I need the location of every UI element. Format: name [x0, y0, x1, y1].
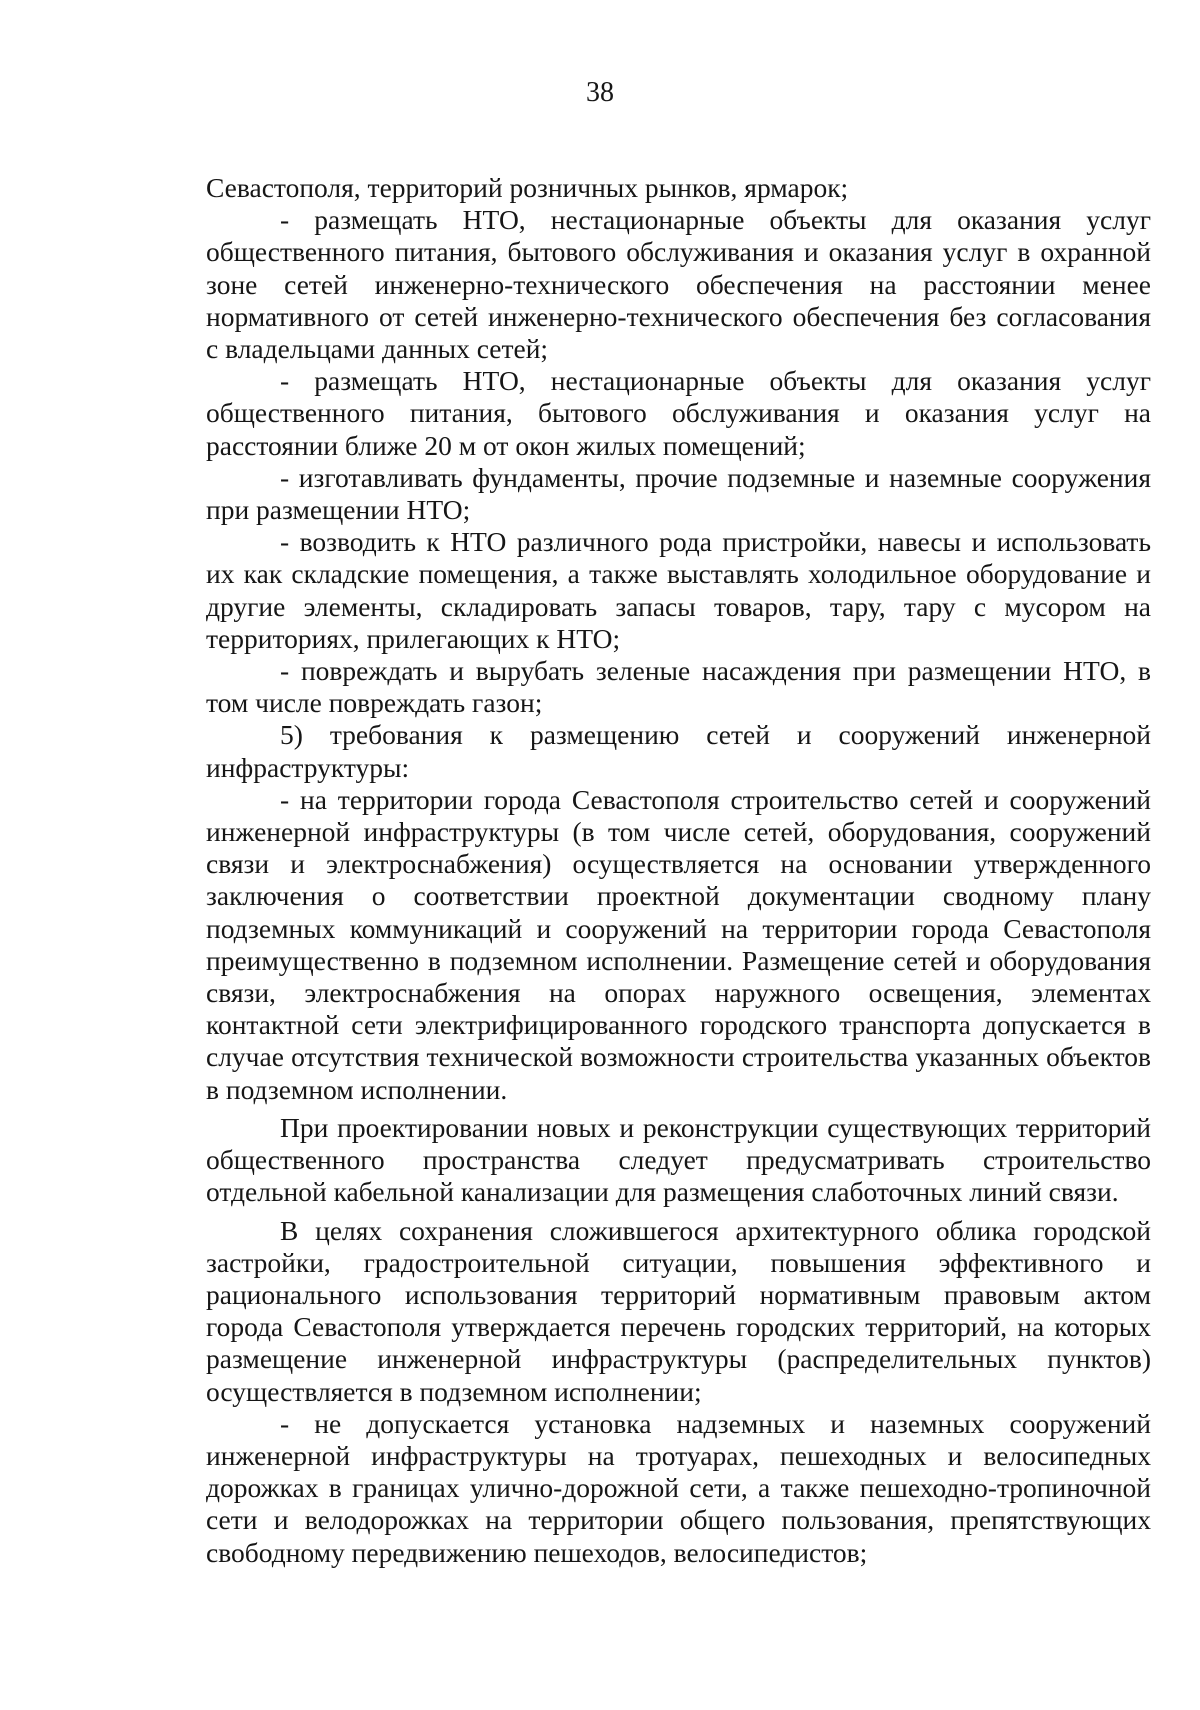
paragraph-6: - повреждать и вырубать зеленые насаждения при размещении НТО, в том числе повреждать газон;: [206, 655, 1151, 719]
page-number: 38: [586, 77, 614, 108]
paragraph-10: В целях сохранения сложившегося архитектурного облика городской застройки, градостроительной ситуации, повышения эффективного и рационального использования территорий нормативным правовым актом города Севастополя утверждается перечень городских территорий, на которых размещение инженерной инфраструктуры (распределительных пунктов) осуществляется в подземном исполнении;: [206, 1214, 1151, 1407]
paragraph-5: - возводить к НТО различного рода пристройки, навесы и использовать их как складские помещения, а также выставлять холодильное оборудование и другие элементы, складировать запасы товаров, тару, тару с мусором на территориях, прилегающих к НТО;: [206, 526, 1151, 654]
paragraph-1: Севастополя, территорий розничных рынков, ярмарок;: [206, 172, 849, 203]
document-body: [206, 172, 1151, 1569]
paragraph-9: При проектировании новых и реконструкции существующих территорий общественного пространства следует предусматривать строительство отдельной кабельной канализации для размещения слаботочных линий связи.: [206, 1111, 1151, 1208]
paragraph-8: - на территории города Севастополя строительство сетей и сооружений инженерной инфраструктуры (в том числе сетей, оборудования, сооружений связи и электроснабжения) осуществляется на основании утвержденного заключения о соответствии проектной документации сводному плану подземных коммуникаций и сооружений на территории города Севастополя преимущественно в подземном исполнении. Размещение сетей и оборудования связи, электроснабжения на опорах наружного освещения, элементах контактной сети электрифицированного городского транспорта допускается в случае отсутствия технической возможности строительства указанных объектов в подземном исполнении.: [206, 783, 1151, 1105]
paragraph-4: - изготавливать фундаменты, прочие подземные и наземные сооружения при размещении НТО;: [206, 461, 1151, 526]
paragraph-11: - не допускается установка надземных и наземных сооружений инженерной инфраструктуры на тротуарах, пешеходных и велосипедных дорожках в границах улично-дорожной сети, а также пешеходно-тропиночной сети и велодорожках на территории общего пользования, препятствующих свободному передвижению пешеходов, велосипедистов;: [206, 1407, 1151, 1568]
paragraph-7: 5) требования к размещению сетей и сооружений инженерной инфраструктуры:: [206, 719, 1151, 783]
paragraph-3: - размещать НТО, нестационарные объекты для оказания услуг общественного питания, бытового обслуживания и оказания услуг на расстоянии ближе 20 м от окон жилых помещений;: [206, 365, 1151, 461]
paragraph-2: - размещать НТО, нестационарные объекты для оказания услуг общественного питания, бытового обслуживания и оказания услуг в охранной зоне сетей инженерно-технического обеспечения на расстоянии менее нормативного от сетей инженерно-технического обеспечения без согласования с владельцами данных сетей;: [206, 204, 1151, 365]
